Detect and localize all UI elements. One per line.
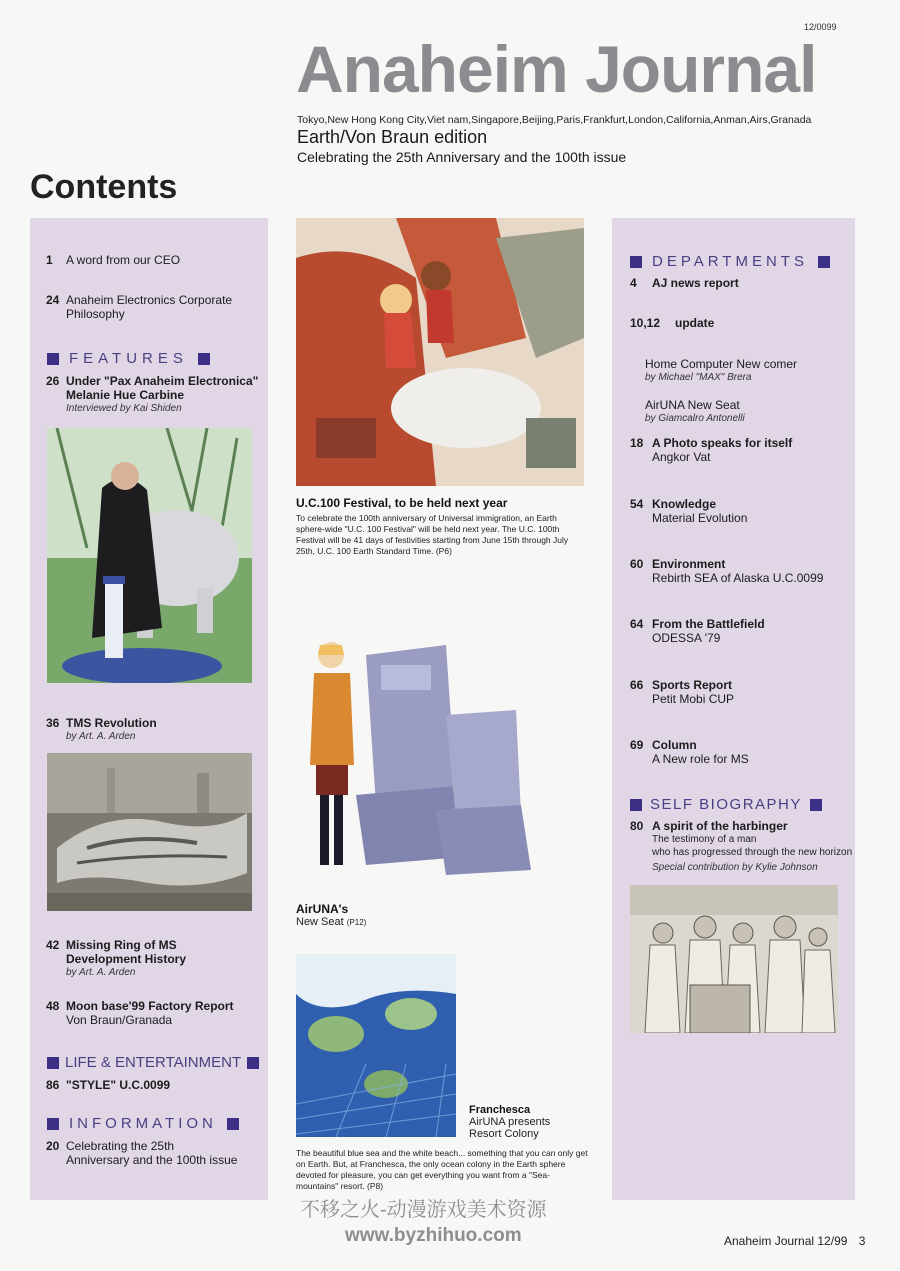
square-bullet-icon <box>47 1057 59 1069</box>
section-header-features: FEATURES <box>47 350 210 367</box>
franchesca-illustration <box>296 954 456 1137</box>
square-bullet-icon <box>47 1118 59 1130</box>
toc-item[interactable]: 60 Environment Rebirth SEA of Alaska U.C.0099 <box>630 557 824 585</box>
toc-item[interactable]: 64 From the Battlefield ODESSA '79 <box>630 617 765 645</box>
toc-item[interactable]: 36 TMS Revolution by Art. A. Arden <box>46 716 157 742</box>
airuna-seat-illustration <box>306 625 536 893</box>
toc-item[interactable]: 42 Missing Ring of MS Development History by Art. A. Arden <box>46 938 187 978</box>
watermark-text: 不移之火-动漫游戏美术资源 <box>300 1199 547 1221</box>
franchesca-caption-title: Franchesca AirUNA presents Resort Colony <box>469 1104 551 1140</box>
masthead-cities: Tokyo,New Hong Kong City,Viet nam,Singapore,Beijing,Paris,Frankfurt,London,California,Anman,Airs,Granada <box>297 114 812 126</box>
toc-item[interactable]: 1 A word from our CEO <box>46 253 181 267</box>
feature-illustration-ceo <box>47 428 252 683</box>
festival-illustration <box>296 218 584 486</box>
toc-item[interactable]: 24 Anaheim Electronics Corporate Philosophy <box>46 293 233 321</box>
toc-item[interactable]: 66 Sports Report Petit Mobi CUP <box>630 678 735 706</box>
square-bullet-icon <box>47 353 59 365</box>
footer-journal: Anaheim Journal 12/99 <box>724 1234 848 1248</box>
section-header-life-entertainment: LIFE & ENTERTAINMENT <box>47 1054 259 1071</box>
masthead-title: Anaheim Journal <box>296 32 817 106</box>
toc-item[interactable]: 69 Column A New role for MS <box>630 738 749 766</box>
page-number: 3 <box>858 1234 866 1248</box>
toc-item[interactable]: 18 A Photo speaks for itself Angkor Vat <box>630 436 793 464</box>
toc-item[interactable]: 26 Under "Pax Anaheim Electronica" Melanie Hue Carbine Interviewed by Kai Shiden <box>46 374 259 414</box>
section-header-departments: DEPARTMENTS <box>630 253 830 270</box>
square-bullet-icon <box>227 1118 239 1130</box>
page-footer <box>724 1234 865 1248</box>
section-header-self-biography: SELF BIOGRAPHY <box>630 796 822 813</box>
square-bullet-icon <box>630 799 642 811</box>
masthead-edition: Earth/Von Braun edition <box>297 127 488 147</box>
toc-item[interactable]: AirUNA New Seat by Giamcalro Antonelli <box>645 398 745 424</box>
left-contents-panel <box>30 218 268 1200</box>
toc-item[interactable]: 86 "STYLE" U.C.0099 <box>46 1078 171 1092</box>
festival-caption: U.C.100 Festival, to be held next year To celebrate the 100th anniversary of Universal immigration, an Earth sphere-wide "U.C. 100 Festival" will be held next year. The U.C. 100th Festival will be 41 days of festivities starting from June 15th through July 25th, U.C. 100 Earth Standard Time. (P6) <box>296 496 569 556</box>
right-contents-panel <box>612 218 855 1200</box>
section-header-information: INFORMATION <box>47 1115 239 1132</box>
square-bullet-icon <box>247 1057 259 1069</box>
toc-item[interactable]: 20 Celebrating the 25th Anniversary and the 100th issue <box>46 1139 238 1167</box>
toc-item[interactable]: 10,12 update <box>630 316 715 330</box>
page-title: Contents <box>30 168 178 206</box>
watermark-url: www.byzhihuo.com <box>345 1225 522 1246</box>
square-bullet-icon <box>630 256 642 268</box>
square-bullet-icon <box>198 353 210 365</box>
franchesca-caption-body: The beautiful blue sea and the white beach... something that you can only get on Earth. But, at Franchesca, the only ocean colony in the Earth sphere devoted for pleasure, you can get everything you want from a "Sea-mountains" resort. (P8) <box>296 1148 588 1191</box>
issue-number: 12/0099 <box>804 22 837 32</box>
square-bullet-icon <box>810 799 822 811</box>
airuna-caption: AirUNA's New Seat (P12) <box>296 902 367 928</box>
toc-item[interactable]: Home Computer New comer by Michael "MAX" Brera <box>645 357 798 383</box>
toc-item[interactable]: 54 Knowledge Material Evolution <box>630 497 748 525</box>
feature-illustration-tms <box>47 753 252 911</box>
toc-item[interactable]: 48 Moon base'99 Factory Report Von Braun/Granada <box>46 999 234 1027</box>
masthead-anniversary: Celebrating the 25th Anniversary and the 100th issue <box>297 149 627 165</box>
square-bullet-icon <box>818 256 830 268</box>
toc-item[interactable]: 80 A spirit of the harbinger The testimony of a man who has progressed through the new horizon Special contribution by Kylie Johnson <box>630 819 853 873</box>
biography-illustration <box>630 885 838 1033</box>
toc-item[interactable]: 4 AJ news report <box>630 276 739 290</box>
